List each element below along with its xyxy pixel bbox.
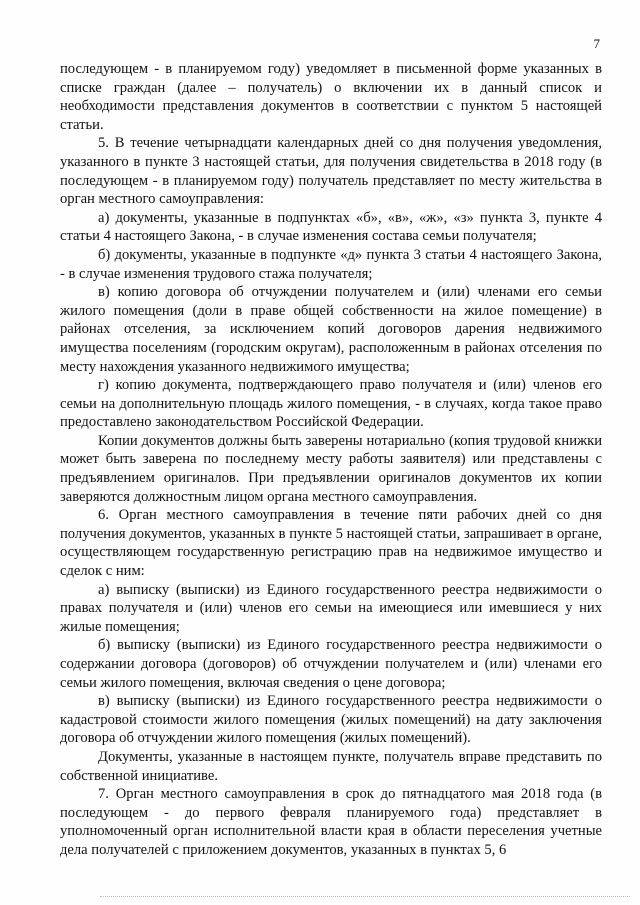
paragraph-continuation: последующем - в планируемом году) уведомляет в письменной форме указанных в списке граждан (далее – получатель) о включении их в данный список и необходимости представления документов в соответствии с пунктом 5 настоящей статьи. [60, 61, 602, 133]
paragraph-copies-note: Копии документов должны быть заверены нотариально (копия трудовой книжки может быть заверена по последнему месту работы заявителя) или представлены с предъявлением оригиналов. При предъявлении оригиналов документов их копии заверяются должностным лицом органа местного самоуправления. [60, 432, 602, 505]
paragraph-item-5g: г) копию документа, подтверждающего право получателя и (или) членов его семьи на дополнительную площадь жилого помещения, - в случаях, когда такое право предоставлено законодательством Российской Федерации. [60, 377, 602, 431]
paragraph-documents-note: Документы, указанные в настоящем пункте, получатель вправе представить по собственной инициативе. [60, 748, 602, 784]
paragraph-item-6b: б) выписку (выписки) из Единого государственного реестра недвижимости о содержании договора (договоров) об отчуждении получателем и (или) членами его семьи жилого помещения, включая сведения о цене договора; [60, 637, 602, 691]
paragraph-item-5: 5. В течение четырнадцати календарных дней со дня получения уведомления, указанного в пункте 3 настоящей статьи, для получения свидетельства в 2018 году (в последующем - в планируемом году) получатель представляет по месту жительства в орган местного самоуправления: [60, 135, 602, 208]
document-body [60, 60, 602, 860]
scan-edge-line [100, 896, 630, 897]
paragraph-item-5v: в) копию договора об отчуждении получателем и (или) членами его семьи жилого помещения (доли в праве общей собственности на жилое помещение) в районах отселения, за исключением копий договоров дарения недвижимого имущества поселениям (городским округам), расположенным в районах отселения по месту нахождения указанного недвижимого имущества; [60, 284, 602, 375]
paragraph-item-6v: в) выписку (выписки) из Единого государственного реестра недвижимости о кадастровой стоимости жилого помещения (жилых помещений) на дату заключения договора об отчуждении жилого помещения (жилых помещений). [60, 693, 602, 747]
paragraph-item-7: 7. Орган местного самоуправления в срок до пятнадцатого мая 2018 года (в последующем - до первого февраля планируемого года) представляет в уполномоченный орган исполнительной власти края в области переселения учетные дела получателей с приложением документов, указанных в пунктах 5, 6 [60, 786, 602, 858]
paragraph-item-5b: б) документы, указанные в подпункте «д» пункта 3 статьи 4 настоящего Закона, - в случае изменения трудового стажа получателя; [60, 246, 602, 282]
page-number: 7 [593, 36, 600, 51]
paragraph-item-6a: а) выписку (выписки) из Единого государственного реестра недвижимости о правах получателя и (или) членов его семьи на имеющиеся или имевшиеся у них жилые помещения; [60, 581, 602, 635]
paragraph-item-5a: а) документы, указанные в подпунктах «б», «в», «ж», «з» пункта 3, пункте 4 статьи 4 настоящего Закона, - в случае изменения состава семьи получателя; [60, 209, 602, 245]
paragraph-item-6: 6. Орган местного самоуправления в течение пяти рабочих дней со дня получения документов, указанных в пункте 5 настоящей статьи, запрашивает в органе, осуществляющем государственную регистрацию прав на недвижимое имущество и сделок с ним: [60, 507, 602, 580]
